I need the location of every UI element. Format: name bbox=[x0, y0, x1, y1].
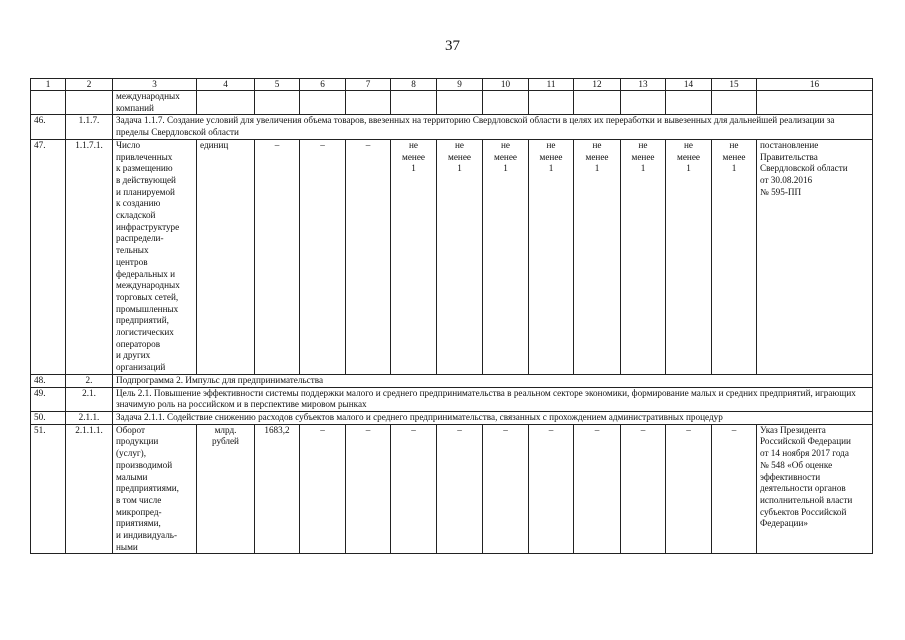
row-code: 1.1.7.1. bbox=[66, 139, 113, 374]
indicators-table bbox=[30, 78, 873, 554]
column-number: 2 bbox=[66, 79, 113, 91]
row-code: 1.1.7. bbox=[66, 115, 113, 139]
task-text: Задача 1.1.7. Создание условий для увеличения объема товаров, ввезенных на территорию Свердловской области в целях их переработки и вывезенных для дальнейшей реализации за пределы Свердловской области bbox=[113, 115, 873, 139]
row-code: 2.1. bbox=[66, 387, 113, 411]
target-cell: – bbox=[666, 424, 712, 554]
page-number: 37 bbox=[445, 38, 460, 54]
target-cell: не менее 1 bbox=[437, 139, 483, 374]
table-row-50 bbox=[31, 411, 873, 424]
table-row-49 bbox=[31, 387, 873, 411]
column-number: 12 bbox=[574, 79, 621, 91]
goal-text: Цель 2.1. Повышение эффективности системы поддержки малого и среднего предпринимательства в реальном секторе экономики, формирование малых и средних предприятий, играющих значимую роль на российском и в перспективе мировом рынках bbox=[113, 387, 873, 411]
table-row-46 bbox=[31, 115, 873, 139]
target-cell: – bbox=[483, 424, 529, 554]
task-text: Задача 2.1.1. Содействие снижению расходов субъектов малого и среднего предпринимательства, связанных с прохождением административных процедур bbox=[113, 411, 873, 424]
row-number: 51. bbox=[31, 424, 66, 554]
value-cell: – bbox=[300, 139, 346, 374]
target-cell: не менее 1 bbox=[574, 139, 621, 374]
column-number: 7 bbox=[346, 79, 391, 91]
column-number: 11 bbox=[529, 79, 574, 91]
target-cell: не менее 1 bbox=[712, 139, 757, 374]
value-cell: – bbox=[346, 139, 391, 374]
column-number: 10 bbox=[483, 79, 529, 91]
column-number: 3 bbox=[113, 79, 197, 91]
column-number: 1 bbox=[31, 79, 66, 91]
row-code: 2. bbox=[66, 374, 113, 387]
column-number: 8 bbox=[391, 79, 437, 91]
target-cell: не менее 1 bbox=[666, 139, 712, 374]
row-number: 47. bbox=[31, 139, 66, 374]
row-number: 48. bbox=[31, 374, 66, 387]
target-cell: не менее 1 bbox=[529, 139, 574, 374]
indicator-name: международных компаний bbox=[113, 91, 197, 115]
value-cell: – bbox=[300, 424, 346, 554]
source-document: Указ Президента Российской Федерации от 14 ноября 2017 года № 548 «Об оценке эффективности деятельности органов исполнительной власти субъектов Российской Федерации» bbox=[757, 424, 873, 554]
table-row-continuation bbox=[31, 91, 873, 115]
column-number: 15 bbox=[712, 79, 757, 91]
target-cell: – bbox=[529, 424, 574, 554]
table-row-48 bbox=[31, 374, 873, 387]
target-cell: – bbox=[621, 424, 666, 554]
row-number: 46. bbox=[31, 115, 66, 139]
base-value: 1683,2 bbox=[255, 424, 300, 554]
table-row-51 bbox=[31, 424, 873, 554]
column-number: 16 bbox=[757, 79, 873, 91]
value-cell: – bbox=[255, 139, 300, 374]
table-row-47 bbox=[31, 139, 873, 374]
row-code: 2.1.1. bbox=[66, 411, 113, 424]
row-number: 50. bbox=[31, 411, 66, 424]
column-number: 9 bbox=[437, 79, 483, 91]
target-cell: – bbox=[437, 424, 483, 554]
target-cell: – bbox=[574, 424, 621, 554]
target-cell: – bbox=[391, 424, 437, 554]
column-number: 14 bbox=[666, 79, 712, 91]
indicator-name: Число привлеченных к размещению в действующей и планируемой к созданию складской инфраструктуре распредели- тельных центров федеральных и международных торговых сетей, промышленных предприятий, логистических операторов и других организаций bbox=[113, 139, 197, 374]
column-number: 5 bbox=[255, 79, 300, 91]
column-number: 4 bbox=[197, 79, 255, 91]
column-number: 6 bbox=[300, 79, 346, 91]
unit: единиц bbox=[197, 139, 255, 374]
indicator-name: Оборот продукции (услуг), производимой малыми предприятиями, в том числе микропред- приятиями, и индивидуаль- ными bbox=[113, 424, 197, 554]
row-number: 49. bbox=[31, 387, 66, 411]
target-cell: не менее 1 bbox=[621, 139, 666, 374]
column-number-row bbox=[31, 79, 873, 91]
column-number: 13 bbox=[621, 79, 666, 91]
value-cell: – bbox=[346, 424, 391, 554]
unit: млрд. рублей bbox=[197, 424, 255, 554]
subprogram-text: Подпрограмма 2. Импульс для предпринимательства bbox=[113, 374, 873, 387]
target-cell: не менее 1 bbox=[483, 139, 529, 374]
row-code: 2.1.1.1. bbox=[66, 424, 113, 554]
target-cell: не менее 1 bbox=[391, 139, 437, 374]
target-cell: – bbox=[712, 424, 757, 554]
source-document: постановление Правительства Свердловской области от 30.08.2016 № 595-ПП bbox=[757, 139, 873, 374]
